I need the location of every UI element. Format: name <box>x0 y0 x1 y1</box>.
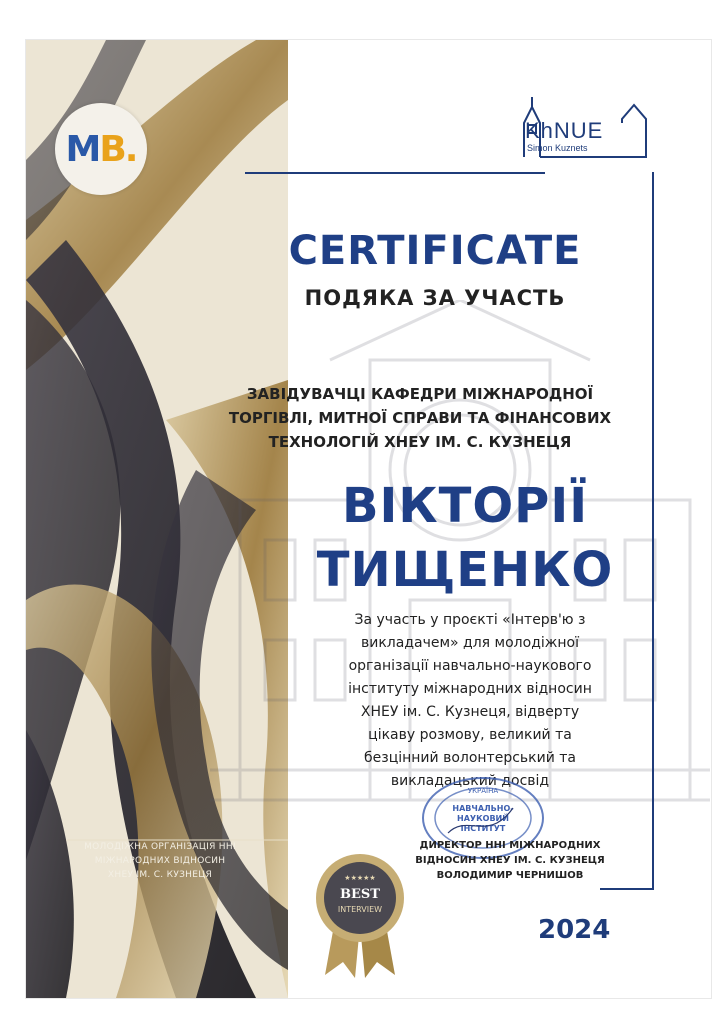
body-text-line: організації навчально-наукового <box>348 658 592 674</box>
stamp-center-text: НАУКОВИЙ <box>457 814 509 823</box>
body-text-line: безцінний волонтерський та <box>364 750 576 766</box>
recipient-position-line: ТЕХНОЛОГІЙ ХНЕУ ІМ. С. КУЗНЕЦЯ <box>268 433 572 451</box>
body-text-line: викладачем» для молодіжної <box>361 635 579 651</box>
best-interview-badge <box>305 850 415 980</box>
frame-right-line <box>652 172 654 890</box>
certificate-subtitle: ПОДЯКА ЗА УЧАСТЬ <box>304 286 566 310</box>
badge-text-best: BEST <box>340 887 380 902</box>
mb-logo-b: B. <box>99 128 137 170</box>
organization-line: ХНЕУ ІМ. С. КУЗНЕЦЯ <box>107 870 213 880</box>
certificate-year: 2024 <box>538 915 611 945</box>
badge-text-interview: INTERVIEW <box>337 905 383 914</box>
mb-logo-m: M <box>65 128 100 170</box>
recipient-position-line: ЗАВІДУВАЧЦІ КАФЕДРИ МІЖНАРОДНОЇ <box>246 385 594 403</box>
body-text-line: цікаву розмову, великий та <box>368 727 572 743</box>
body-text-line: За участь у проєкті «Інтерв'ю з <box>354 612 586 628</box>
frame-top-line <box>245 172 545 174</box>
stamp-center-text: ІНСТИТУТ <box>460 824 506 833</box>
khnue-logo-text: KhNUE <box>525 118 604 143</box>
khnue-logo-subtitle: Simon Kuznets <box>527 143 588 153</box>
signatory-line: ВІДНОСИН ХНЕУ ІМ. С. КУЗНЕЦЯ <box>415 855 605 866</box>
body-text-line: ХНЕУ ім. С. Кузнеця, відверту <box>360 704 580 720</box>
recipient-name-first: ВІКТОРІЇ <box>341 478 589 534</box>
recipient-name-last: ТИЩЕНКО <box>316 542 614 598</box>
body-text-line: викладацький досвід <box>390 773 550 789</box>
organization-line: МІЖНАРОДНИХ ВІДНОСИН <box>94 856 226 866</box>
recipient-position-line: ТОРГІВЛІ, МИТНОЇ СПРАВИ ТА ФІНАНСОВИХ <box>228 409 612 427</box>
signatory-line: ВОЛОДИМИР ЧЕРНИШОВ <box>436 870 584 881</box>
mb-logo <box>55 103 147 195</box>
certificate-title: CERTIFICATE <box>288 228 582 274</box>
frame-bottom-line <box>600 888 654 890</box>
body-text-line: інституту міжнародних відносин <box>348 681 592 697</box>
signatory-line: ДИРЕКТОР ННІ МІЖНАРОДНИХ <box>419 840 601 851</box>
stamp-center-text: НАВЧАЛЬНО- <box>452 804 514 813</box>
stamp-top-text: УКРАЇНА <box>467 787 499 795</box>
organization-line: МОЛОДІЖНА ОРГАНІЗАЦІЯ ННІ <box>84 842 236 852</box>
badge-stars: ★★★★★ <box>344 874 376 882</box>
